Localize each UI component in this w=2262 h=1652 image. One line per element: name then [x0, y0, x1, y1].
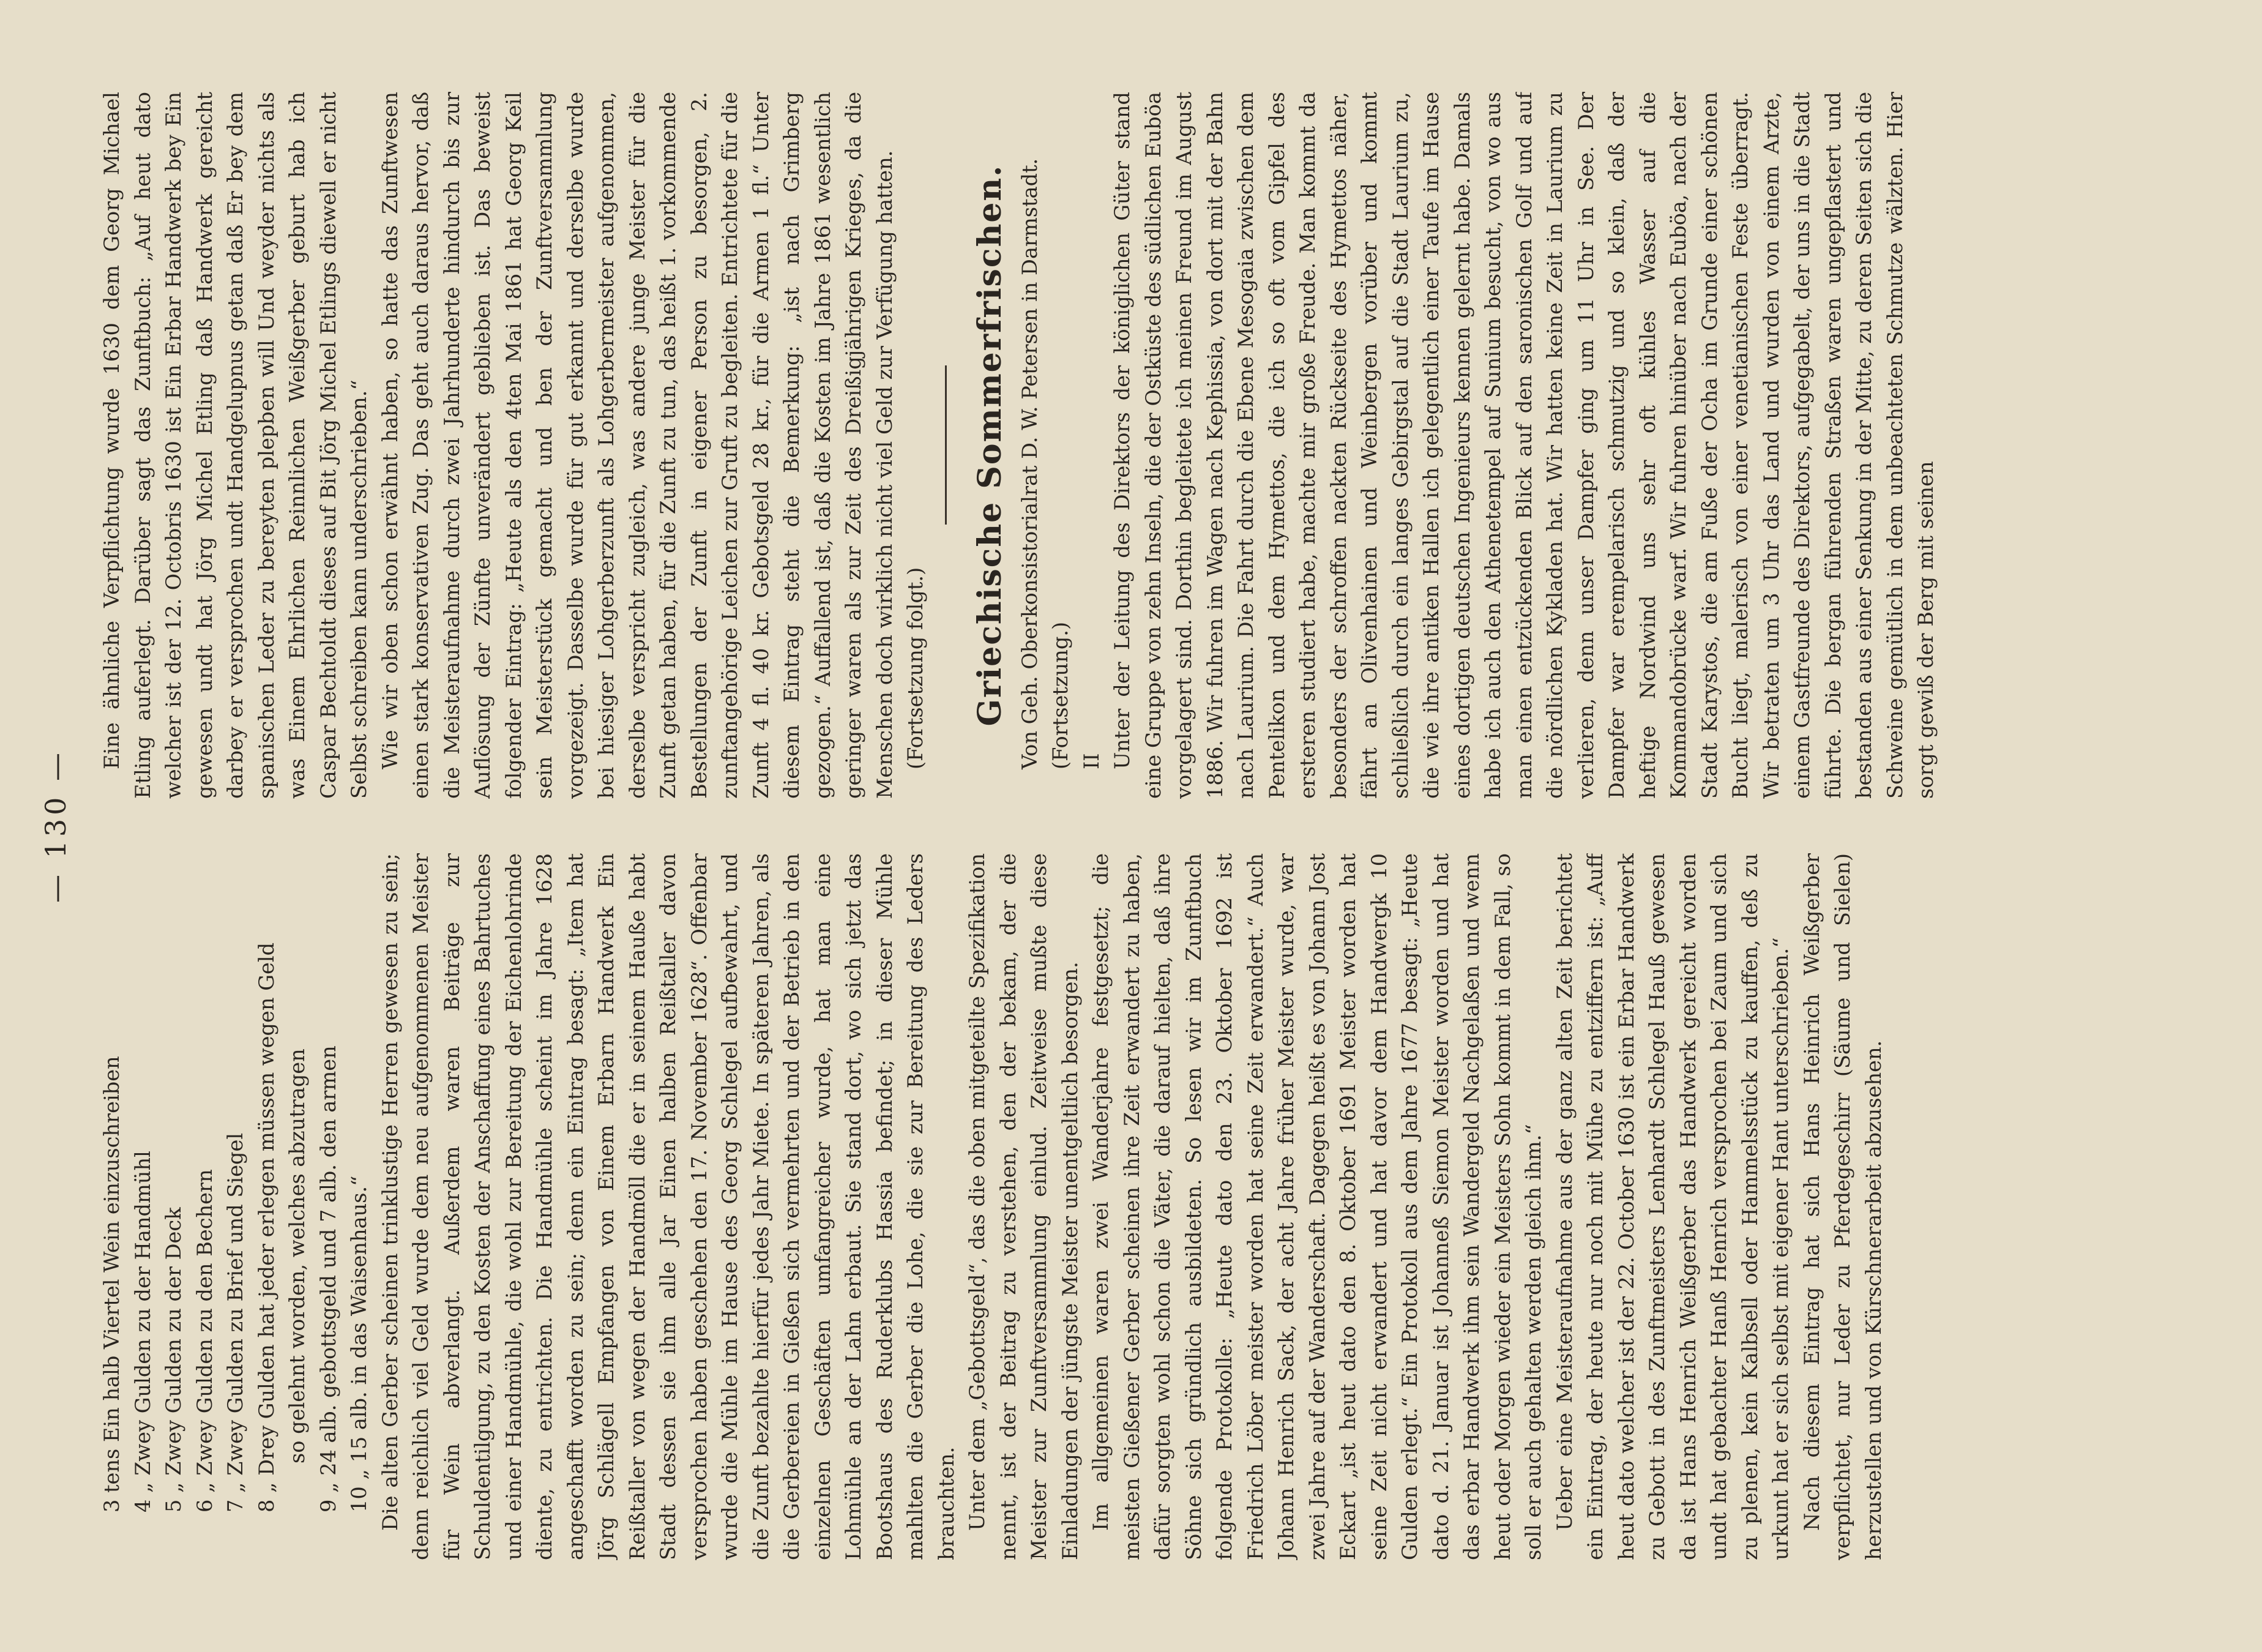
section-divider: [945, 366, 947, 525]
paragraph: Unter dem „Gebottsgeld“, das die oben mitgeteilte Spezifikation nennt, ist der Beitrag zu verstehen, den der bekam, der die Meister zur Zunftversammlung einlud. Zeitweise mußte diese Einladungen der jüngste Meister unentgeltlich besorgen.: [965, 853, 1082, 1560]
paragraph: Eine ähnliche Verpflichtung wurde 1630 dem Georg Michael Etling auferlegt. Darüber sagt das Zunftbuch: „Auf heut dato welcher ist der 12. Octobris 1630 ist Ein Erbar Handwerk bey Ein gewesen undt hat Jörg Michel Etling daß Handwerk gereicht darbey er versprochen undt Handgelupnus getan daß Er bey dem spanischen Leder zu bereyten plepben will Und weyder nichts als was Einem Ehrlichen Reinnlichen Weißgerber geburt hab ich Caspar Bechtoldt dieses auf Bit Jörg Michel Etlings diewell er nicht Selbst schreiben kann underschrieben.“: [100, 92, 371, 799]
paragraph: Die alten Gerber scheinen trinklustige Herren gewesen zu sein; denn reichlich viel Geld wurde dem neu aufgenommenen Meister für Wein abverlangt. Außerdem waren Beiträge zur Schuldentilgung, zu den Kosten der Anschaffung eines Bahrtuches und einer Handmühle, die wohl zur Bereitung der Eichenlohrinde diente, zu entrichten. Die Handmühle scheint im Jahre 1628 angeschafft worden zu sein; denn ein Eintrag besagt: „Item hat Jörg Schlägell Empfangen von Einem Erbarn Handwerk Ein Reißtaller von wegen der Handmöll die er in seinem Hauße habt Stadt dessen sie ihm alle Jar Einen halben Reißtaller davon versprochen haben geschehen den 17. November 1628“. Offenbar wurde die Mühle im Hause des Georg Schlegel aufbewahrt, und die Zunft bezahlte hierfür jedes Jahr Miete. In späteren Jahren, als die Gerbereien in Gießen sich vermehrten und der Betrieb in den einzelnen Geschäften umfangreicher wurde, hat man eine Lohmühle an der Lahn erbaut. Sie stand dort, wo sich jetzt das Bootshaus des Ruderklubs Hassia befindet; in dieser Mühle mahlten die Gerber die Lohe, die sie zur Bereitung des Leders brauchten.: [378, 853, 958, 1560]
left-column: [97, 853, 2214, 1560]
paragraph: Im allgemeinen waren zwei Wanderjahre festgesetzt; die meisten Gießener Gerber scheinen ihre Zeit erwandert zu haben, dafür sorgten wohl schon die Väter, die darauf hielten, daß ihre Söhne sich gründlich ausbildeten. So lesen wir im Zunftbuch folgende Protokolle: „Heute dato den 23. Oktober 1692 ist Friedrich Löber meister worden hat seine Zeit erwandert.“ Auch Johann Henrich Sack, der acht Jahre früher Meister wurde, war zwei Jahre auf der Wanderschaft. Dagegen heißt es von Johann Jost Eckart „ist heut dato den 8. Oktober 1691 Meister worden hat seine Zeit nicht erwandert und hat davor dem Handwergk 10 Gulden erlegt.“ Ein Protokoll aus dem Jahre 1677 besagt: „Heute dato d. 21. Januar ist Johanneß Siemon Meister worden und hat das erbar Handwerk ihm sein Wandergeld Nachgelaßen und wenn heut oder Morgen wieder ein Meisters Sohn kommt in dem Fall, so soll er auch gehalten werden gleich ihm.“: [1089, 853, 1545, 1560]
list-item: 10 „ 15 alb. in das Waisenhaus.“: [347, 1175, 371, 1512]
list-item-continuation: so gelehnt worden, welches abzutragen: [285, 1048, 309, 1463]
fee-list: [97, 853, 375, 1560]
list-item: 6 „ Zwey Gulden zu den Bechern: [192, 1169, 217, 1512]
paragraph: Ueber eine Meisteraufnahme aus der ganz alten Zeit berichtet ein Eintrag, der heute nur noch mit Mühe zu entziffern ist: „Auff heut dato welcher ist der 22. October 1630 ist ein Erbar Handwerk zu Gebott in des Zunftmeisters Lenhardt Schlegel Hauß gewesen da ist Hans Henrich Weißgerber das Handwerk gereicht worden undt hat gebachter Hanß Henrich versprochen bei Zaum und sich zu plenen, kein Kalbsell oder Hammelsstück zu kauffen, deß zu urkunt hat er sich selbst mit eigener Hant unterschrieben.“: [1552, 853, 1793, 1560]
list-item: 8 „ Drey Gulden hat jeder erlegen müssen wegen Geld: [254, 942, 278, 1512]
page-number: — 130 —: [39, 749, 72, 903]
part-marker: II: [1079, 753, 1103, 769]
paragraph: Nach diesem Eintrag hat sich Hans Heinrich Weißgerber verpflichtet, nur Leder zu Pferdegeschirr (Säume und Sielen) herzustellen und von Kürschnerarbeit abzusehen.: [1799, 853, 1886, 1560]
list-item: 4 „ Zwey Gulden zu der Handmühl: [130, 1151, 155, 1512]
list-item: 5 „ Zwey Gulden zu der Deck: [162, 1207, 185, 1512]
article-title: Griechische Sommerfrischen.: [971, 164, 1009, 727]
article-byline: Von Geh. Oberkonsistorialrat D. W. Petersen in Darmstadt.: [1017, 158, 1042, 769]
list-item: 7 „ Zwey Gulden zu Brief und Siegel: [223, 1132, 247, 1512]
continuation-label: (Fortsetzung.): [1048, 621, 1072, 769]
continued-note: (Fortsetzung folgt.): [903, 567, 927, 769]
right-column: [97, 92, 2214, 799]
paragraph: Unter der Leitung des Direktors der königlichen Güter stand eine Gruppe von zehn Inseln, die der Ostküste des südlichen Euböa vorgelagert sind. Dorthin begleitete ich meinen Freund im August 1886. Wir fuhren im Wagen nach Kephissia, von dort mit der Bahn nach Laurium. Die Fahrt durch die Ebene Mesogaia zwischen dem Pentelikon und dem Hymettos, die ich so oft vom Gipfel des ersteren studiert habe, machte mir große Freude. Man kommt da besonders der schroffen nackten Rückseite des Hymettos näher, fährt an Olivenhainen und Weinbergen vorüber und kommt schließlich durch ein langes Gebirgstal auf die Stadt Laurium zu, die wie ihre antiken Hallen ich gelegentlich einer Taufe im Hause eines dortigen deutschen Ingenieurs kennen gelernt habe. Damals habe ich auch den Athenetempel auf Sunium besucht, von wo aus man einen entzückenden Blick auf den saronischen Golf und auf die nördlichen Kykladen hat. Wir hatten keine Zeit in Laurium zu verlieren, denn unser Dampfer ging um 11 Uhr in See. Der Dampfer war erempelarisch schmutzig und so klein, daß der heftige Nordwind uns sehr oft kühles Wasser auf die Kommandobrücke warf. Wir fuhren hinüber nach Euböa, nach der Stadt Karystos, die am Fuße der Ocha im Grunde einer schönen Bucht liegt, malerisch von einer venetianischen Feste überragt. Wir betraten um 3 Uhr das Land und wurden von einem Arzte, einem Gastfreunde des Direktors, aufgegabelt, der uns in die Stadt führte. Die bergan führenden Straßen waren ungepflastert und bestanden aus einer Senkung in der Mitte, zu deren Seiten sich die Schweine gemütlich in dem unbeachteten Schmutze wälzten. Hier sorgt gewiß der Berg mit seinen: [1110, 92, 1938, 799]
list-item: 3 tens Ein halb Viertel Wein einzuschreiben: [100, 1056, 124, 1512]
columns: [97, 92, 2214, 1560]
list-item: 9 „ 24 alb. gebottsgeld und 7 alb. den armen: [316, 1045, 340, 1512]
paragraph: Wie wir oben schon erwähnt haben, so hatte das Zunftwesen einen stark konservativen Zug. Das geht auch daraus hervor, daß die Meisteraufnahme durch zwei Jahrhunderte hindurch bis zur Auflösung der Zünfte unverändert geblieben ist. Das beweist folgender Eintrag: „Heute als den 4ten Mai 1861 hat Georg Keil sein Meisterstück gemacht und ben der Zunftversammlung vorgezeigt. Dasselbe wurde für gut erkannt und derselbe wurde bei hiesiger Lohgerberzunft als Lohgerbermeister aufgenommen, derselbe verspricht zugleich, was andere junge Meister für die Zunft getan haben, für die Zunft zu tun, das heißt 1. vorkommende Bestellungen der Zunft in eigener Person zu besorgen, 2. zunftangehörige Leichen zur Gruft zu begleiten. Entrichtete für die Zunft 4 fl. 40 kr. Gebotsgeld 28 kr., für die Armen 1 fl.“ Unter diesem Eintrag steht die Bemerkung: „ist nach Grimberg gezogen.“ Auffallend ist, daß die Kosten im Jahre 1861 wesentlich geringer waren als zur Zeit des Dreißigjährigen Krieges, da die Menschen doch wirklich nicht viel Geld zur Verfügung hatten.: [378, 92, 897, 799]
